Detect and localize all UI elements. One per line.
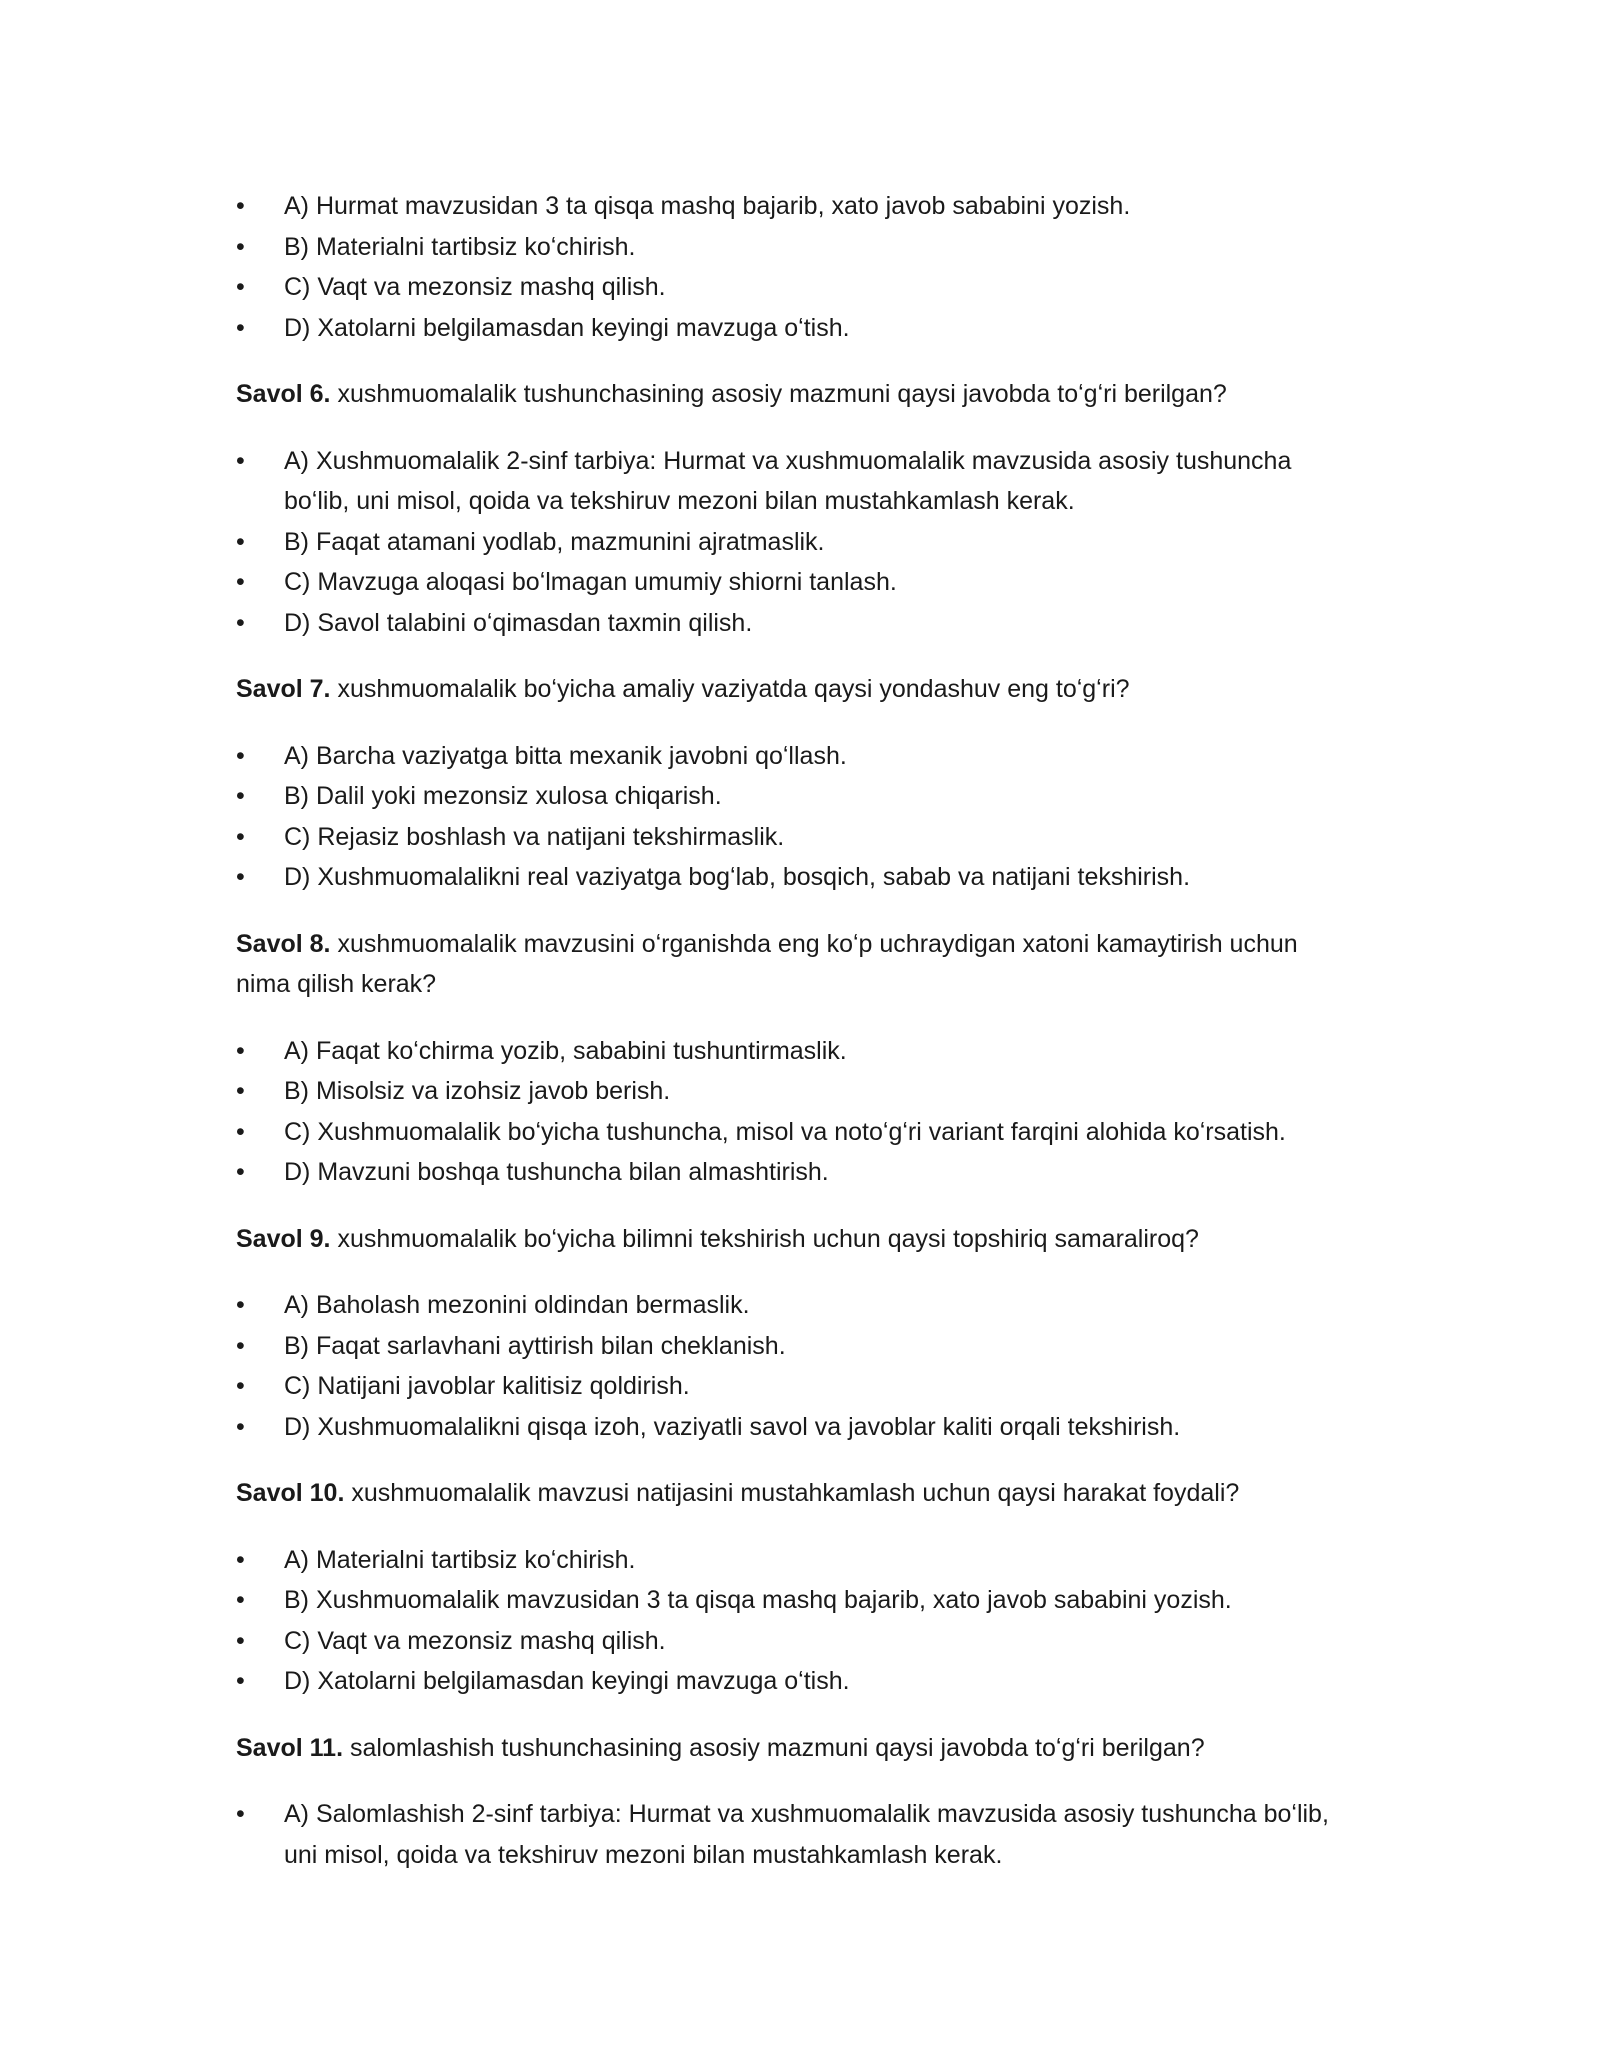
question-text: xushmuomalalik mavzusi natijasini mustahkamlash uchun qaysi harakat foydali? (344, 1479, 1240, 1507)
bullet-icon: • (236, 1117, 245, 1146)
option-item (236, 186, 1356, 227)
option-list (236, 1540, 1356, 1702)
option-item (236, 1540, 1356, 1581)
option-text: B) Dalil yoki mezonsiz xulosa chiqarish. (284, 782, 722, 810)
question-10 (236, 1473, 1356, 1514)
option-text: A) Hurmat mavzusidan 3 ta qisqa mashq bajarib, xato javob sababini yozish. (284, 192, 1131, 220)
option-text: D) Xushmuomalalikni qisqa izoh, vaziyatli savol va javoblar kaliti orqali tekshirish. (284, 1412, 1181, 1441)
option-item (236, 1580, 1356, 1621)
option-item (236, 776, 1356, 817)
option-list (236, 1794, 1356, 1875)
option-item (236, 1326, 1356, 1367)
option-item (236, 267, 1356, 308)
option-text: C) Vaqt va mezonsiz mashq qilish. (284, 273, 666, 301)
option-text: A) Baholash mezonini oldindan bermaslik. (284, 1291, 750, 1319)
option-item (236, 1285, 1356, 1326)
option-text: B) Materialni tartibsiz koʻchirish. (284, 232, 636, 261)
option-text: C) Rejasiz boshlash va natijani tekshirmaslik. (284, 822, 785, 851)
question-text: xushmuomalalik mavzusini oʻrganishda eng koʻp uchraydigan xatoni kamaytirish uchun nima qilish kerak? (236, 929, 1298, 998)
option-item (236, 817, 1356, 858)
bullet-icon: • (236, 527, 245, 556)
bullet-icon: • (236, 1077, 245, 1105)
question-number: Savol 8. (236, 929, 331, 958)
option-text: B) Misolsiz va izohsiz javob berish. (284, 1077, 671, 1105)
bullet-icon: • (236, 446, 245, 475)
question-9 (236, 1219, 1356, 1260)
option-text: A) Barcha vaziyatga bitta mexanik javobni qoʻllash. (284, 741, 847, 770)
option-item (236, 441, 1356, 522)
bullet-icon: • (236, 608, 245, 637)
option-item (236, 1112, 1356, 1153)
option-text: D) Xatolarni belgilamasdan keyingi mavzuga oʻtish. (284, 1667, 850, 1695)
option-item (236, 1031, 1356, 1072)
bullet-icon: • (236, 1667, 245, 1695)
bullet-icon: • (236, 822, 245, 851)
bullet-icon: • (236, 741, 245, 770)
question-7 (236, 669, 1356, 710)
option-item (236, 857, 1356, 898)
option-item (236, 1621, 1356, 1662)
option-item (236, 562, 1356, 603)
document-page (236, 186, 1356, 1875)
option-text: D) Savol talabini oʻqimasdan taxmin qilish. (284, 608, 753, 637)
question-text: xushmuomalalik boʻyicha amaliy vaziyatda qaysi yondashuv eng toʻgʻri? (330, 675, 1130, 703)
option-item (236, 1661, 1356, 1702)
option-item (236, 603, 1356, 644)
bullet-icon: • (236, 1372, 245, 1400)
option-text: B) Faqat sarlavhani ayttirish bilan cheklanish. (284, 1331, 786, 1360)
option-item (236, 1152, 1356, 1193)
option-item (236, 522, 1356, 563)
bullet-icon: • (236, 232, 245, 261)
option-text: C) Natijani javoblar kalitisiz qoldirish. (284, 1372, 690, 1400)
question-number: Savol 10. (236, 1479, 345, 1507)
option-text: A) Materialni tartibsiz koʻchirish. (284, 1545, 636, 1574)
bullet-icon: • (236, 192, 245, 220)
option-text: C) Vaqt va mezonsiz mashq qilish. (284, 1626, 666, 1655)
option-list (236, 1285, 1356, 1447)
question-text: xushmuomalalik tushunchasining asosiy mazmuni qaysi javobda toʻgʻri berilgan? (330, 380, 1227, 408)
option-text: A) Salomlashish 2-sinf tarbiya: Hurmat va xushmuomalalik mavzusida asosiy tushuncha boʻlib, uni misol, qoida va tekshiruv mezoni bilan mustahkamlash kerak. (284, 1800, 1329, 1869)
leading-option-list (236, 186, 1356, 348)
option-item (236, 1071, 1356, 1112)
bullet-icon: • (236, 1158, 245, 1186)
option-item (236, 227, 1356, 268)
question-number: Savol 7. (236, 675, 331, 703)
bullet-icon: • (236, 568, 245, 596)
option-text: D) Xushmuomalalikni real vaziyatga bogʻlab, bosqich, sabab va natijani tekshirish. (284, 863, 1191, 891)
option-text: A) Xushmuomalalik 2-sinf tarbiya: Hurmat va xushmuomalalik mavzusida asosiy tushuncha boʻlib, uni misol, qoida va tekshiruv mezoni bilan mustahkamlash kerak. (284, 446, 1292, 515)
bullet-icon: • (236, 1800, 245, 1828)
question-8 (236, 924, 1356, 1005)
question-number: Savol 9. (236, 1224, 331, 1253)
question-text: salomlashish tushunchasining asosiy mazmuni qaysi javobda toʻgʻri berilgan? (343, 1733, 1205, 1762)
question-number: Savol 11. (236, 1733, 344, 1762)
bullet-icon: • (236, 863, 245, 891)
option-text: C) Mavzuga aloqasi boʻlmagan umumiy shiorni tanlash. (284, 568, 897, 596)
question-text: xushmuomalalik boʻyicha bilimni tekshirish uchun qaysi topshiriq samaraliroq? (330, 1224, 1199, 1253)
bullet-icon: • (236, 1291, 245, 1319)
option-text: D) Xatolarni belgilamasdan keyingi mavzuga oʻtish. (284, 313, 850, 342)
bullet-icon: • (236, 1036, 245, 1065)
bullet-icon: • (236, 1412, 245, 1441)
option-item (236, 1794, 1356, 1875)
option-text: A) Faqat koʻchirma yozib, sababini tushuntirmaslik. (284, 1036, 847, 1065)
bullet-icon: • (236, 1331, 245, 1360)
bullet-icon: • (236, 273, 245, 301)
option-text: B) Faqat atamani yodlab, mazmunini ajratmaslik. (284, 527, 825, 556)
option-list (236, 736, 1356, 898)
bullet-icon: • (236, 1626, 245, 1655)
option-list (236, 441, 1356, 644)
option-list (236, 1031, 1356, 1193)
option-item (236, 736, 1356, 777)
question-number: Savol 6. (236, 380, 331, 408)
bullet-icon: • (236, 1586, 245, 1614)
bullet-icon: • (236, 1545, 245, 1574)
option-item (236, 308, 1356, 349)
option-item (236, 1366, 1356, 1407)
option-text: D) Mavzuni boshqa tushuncha bilan almashtirish. (284, 1158, 829, 1186)
option-text: B) Xushmuomalalik mavzusidan 3 ta qisqa mashq bajarib, xato javob sababini yozish. (284, 1586, 1232, 1614)
bullet-icon: • (236, 782, 245, 810)
question-11 (236, 1728, 1356, 1769)
option-item (236, 1407, 1356, 1448)
bullet-icon: • (236, 313, 245, 342)
option-text: C) Xushmuomalalik boʻyicha tushuncha, misol va notoʻgʻri variant farqini alohida koʻrsatish. (284, 1117, 1286, 1146)
question-6 (236, 374, 1356, 415)
